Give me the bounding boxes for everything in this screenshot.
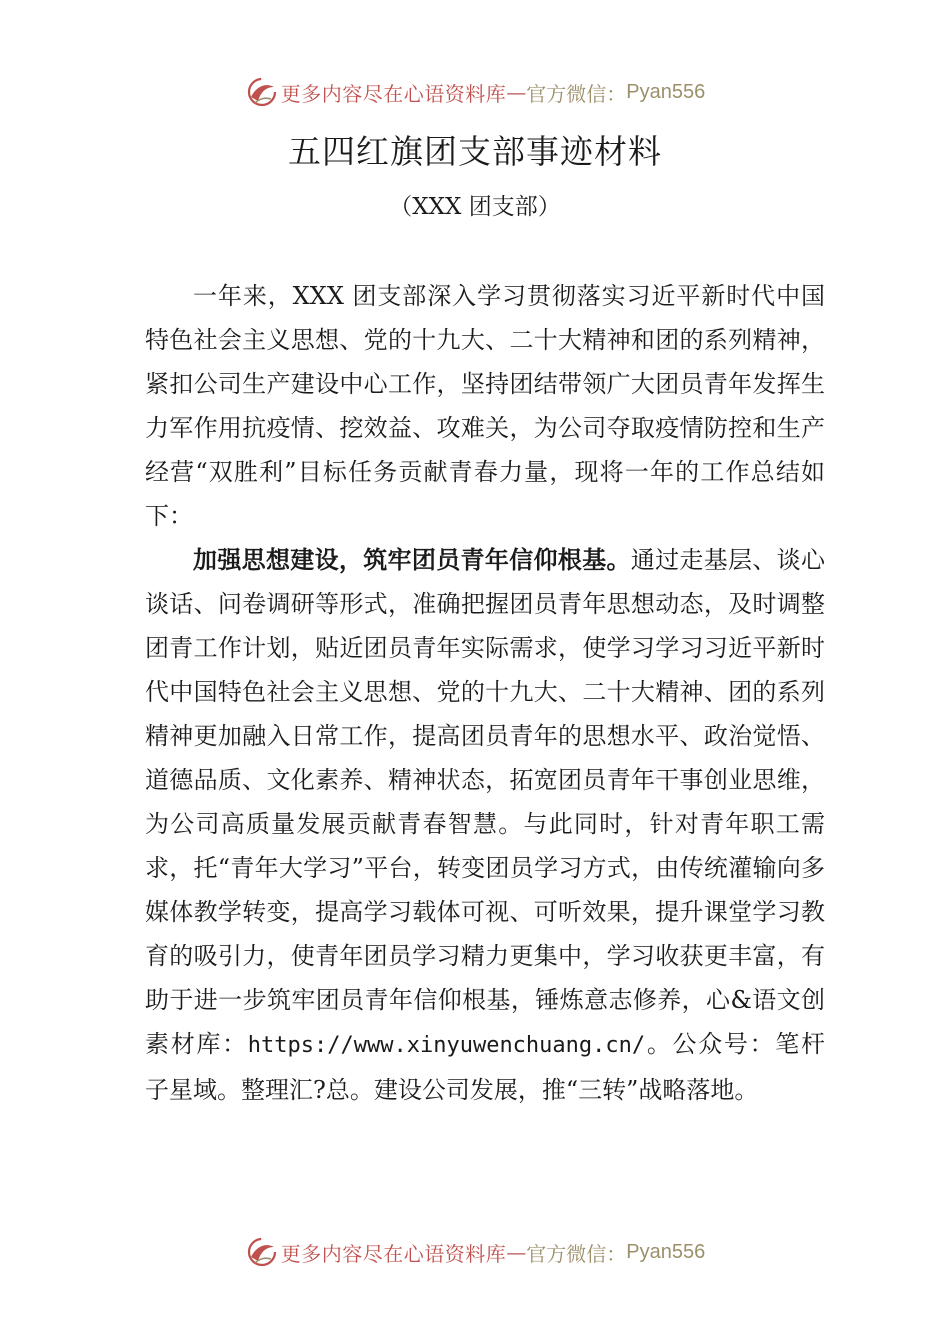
document-title: 五四红旗团支部事迹材料	[288, 132, 662, 171]
banner-text: 更多内容尽在心语资料库	[280, 1241, 507, 1266]
paragraph-lead-heading: 加强思想建设，筑牢团员青年信仰根基。	[193, 546, 631, 574]
banner-wechat-label: 官方微信：	[526, 1241, 627, 1266]
source-url-link[interactable]: https://www.xinyuwenchuang.cn/	[247, 1033, 646, 1058]
brush-swirl-logo-icon	[245, 75, 279, 109]
banner-dash: —	[506, 1240, 527, 1264]
document-body	[145, 274, 825, 1112]
paragraph-body-text: 通过走基层、谈心谈话、问卷调研等形式，准确把握团员青年思想动态，及时调整团青工作计划，贴近团员青年实际需求，使学习学习习近平新时代中国特色社会主义思想、党的十九大、二十大精神、团的系列精神更加融入日常工作，提高团员青年的思想水平、政治觉悟、道德品质、文化素养、精神状态，拓宽团员青年干事创业思维，为公司高质量发展贡献青春智慧。与此同时，针对青年职工需求，托“青年大学习”平台，转变团员学习方式，由传统灌输向多媒体教学转变，提高学习载体可视、可听效果，提升课堂学习教育的吸引力，使青年团员学习精力更集中，学习收获更丰富，有助于进一步筑牢团员青年信仰根基，锤炼意志修养，心&语文创素材库：	[145, 546, 826, 1058]
footer-watermark-banner	[0, 1232, 950, 1272]
brush-swirl-logo-icon	[245, 1235, 279, 1269]
paragraph-closing-text: 。公众号：笔杆子星域。整理汇?总。建设公司发展，推“三转”战略落地。	[145, 1030, 826, 1104]
banner-wechat-id: Pyan556	[626, 1240, 706, 1263]
paragraph-intro: 一年来，XXX 团支部深入学习贯彻落实习近平新时代中国特色社会主义思想、党的十九大、二十大精神和团的系列精神，紧扣公司生产建设中心工作，坚持团结带领广大团员青年发挥生力军作用抗疫情、挖效益、攻难关，为公司夺取疫情防控和生产经营“双胜利”目标任务贡献青春力量，现将一年的工作总结如下：	[145, 282, 825, 530]
banner-dash: —	[506, 80, 527, 104]
document-subtitle: （XXX 团支部）	[389, 194, 561, 220]
header-watermark-banner	[0, 72, 950, 112]
paragraph-ideology	[145, 538, 825, 1112]
banner-text: 更多内容尽在心语资料库	[280, 81, 507, 106]
banner-wechat-id: Pyan556	[626, 80, 706, 103]
banner-wechat-label: 官方微信：	[526, 81, 627, 106]
